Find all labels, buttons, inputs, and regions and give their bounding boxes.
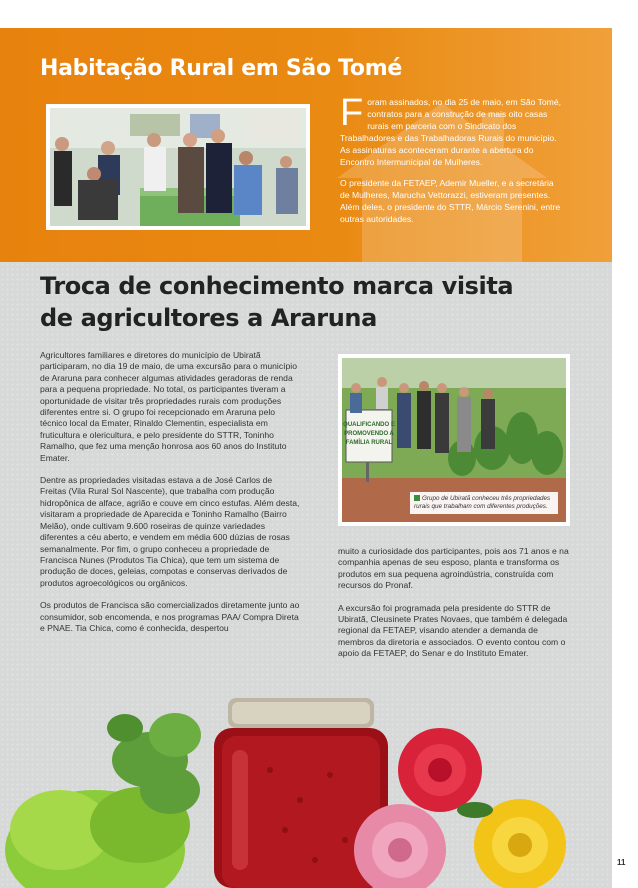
article-headline <box>40 270 560 334</box>
article-right-column <box>338 546 574 671</box>
headline-line-1: Troca de conhecimento marca visita <box>40 272 514 300</box>
farm-visit-photo <box>338 354 570 526</box>
article-paragraph-2: Dentre as propriedades visitadas estava a de José Carlos de Freitas (Vila Rural Sol Nascente), que trabalha com produção hidropônica de alface, agrião e couve em cinco estufas. Além desta, visitaram a propriedade de Aparecida e Toninho Ramalho (Bairro Melão), onde cultivam 9.600 roseiras de quinze variedades diferentes a céu aberto, e vendem em média 600 dúzias de rosas semanalmente. Por fim, o grupo conheceu a propriedade de Francisca Nunes (Produtos Tia Chica), que tem um sistema de produção de doces, geleias, compotas e conservas derivados de produtos agroecológicos ou orgânicos. <box>40 475 300 588</box>
products-illustration <box>0 680 612 888</box>
drop-cap: F <box>340 92 364 134</box>
contract-signing-photo <box>46 104 310 230</box>
sign-line-1: QUALIFICANDO E <box>343 422 395 428</box>
article-paragraph-1: Agricultores familiares e diretores do município de Ubiratã participaram, no dia 19 de maio, de uma excursão para o município de Araruna para conhecer algumas atividades geradoras de renda para a pequena propriedade. No total, os participantes tiveram a oportunidade de visitar três propriedades rurais com produções diferentes entre si. O grupo foi recepcionado em Araruna pelo técnico local da Emater, Rinaldo Clementin, especialista em fruticultura e olericultura, e pelo presidente do STTR, Toninho Ramalho, que fez uma menção honrosa aos 60 anos do Instituto Emater. <box>40 350 297 463</box>
article-paragraph-4: muito a curiosidade dos participantes, pois aos 71 anos e na companhia apenas de seu esposo, planta e transforma os produtos em sua pequena agroindústria, construída com recursos do Pronaf. <box>338 546 569 591</box>
sign-line-3: FAMÍLIA RURAL <box>345 440 393 446</box>
contract-signing-illustration <box>50 108 306 226</box>
intro-paragraph-1 <box>340 92 562 168</box>
sign-line-2: PROMOVENDO A <box>344 431 394 437</box>
greens-image <box>5 713 201 888</box>
photo-caption-text: Grupo de Ubiratã conheceu três propriedades rurais que trabalham com diferentes produções. <box>414 495 551 510</box>
intro-paragraph-1-text: oram assinados, no dia 25 de maio, em São Tomé, contratos para a construção de mais oito casas rurais em parceria com o Sindicato dos Trabalhadores e das Trabalhadoras Rurais do município. As assinaturas aconteceram durante a abertura do Encontro Intermunicipal de Mulheres. <box>340 97 562 167</box>
article-paragraph-3: Os produtos de Francisca são comercializados diretamente junto ao consumidor, sob encomenda, e nos programas PAA/ Compra Direta e PNAE. Tia Chica, como é conhecida, despertou <box>40 600 300 633</box>
section-title: Habitação Rural em São Tomé <box>40 56 402 81</box>
article-left-column <box>40 350 300 645</box>
intro-paragraph-2: O presidente da FETAEP, Ademir Mueller, e a secretária de Mulheres, Marucha Vettorazzi, estiveram presentes. Além deles, o presidente do STTR, Márcio Serenini, entre outras autoridades. <box>340 178 561 224</box>
page-number: 11 <box>617 858 626 867</box>
caption-bullet-square <box>414 495 420 501</box>
photo-caption <box>410 492 558 514</box>
article-paragraph-5: A excursão foi programada pela presidente do STTR de Ubiratã, Cleusinete Prates Novaes, que também é delegada regional da FETAEP, visando atender a demanda de membros da diretoria e associados. O evento contou com o apoio da FETAEP, do Senar e do Instituto Emater. <box>338 602 568 659</box>
intro-text <box>340 92 562 234</box>
headline-line-2: de agricultores a Araruna <box>40 304 377 332</box>
